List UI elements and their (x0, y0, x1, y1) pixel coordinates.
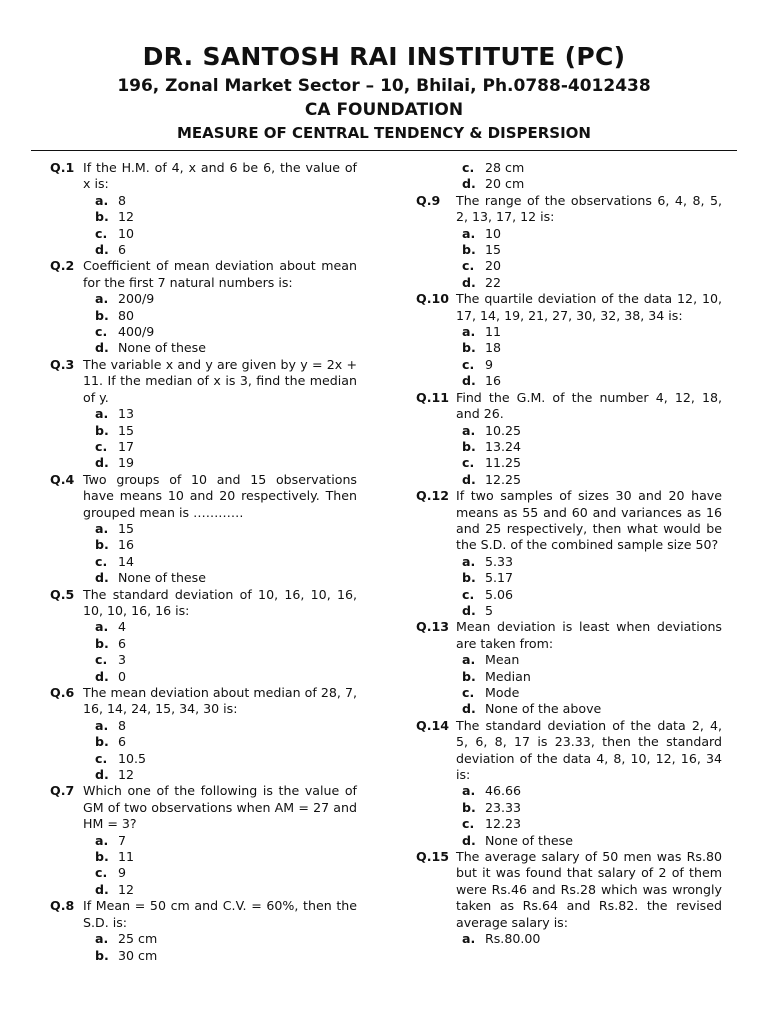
option-text: 16 (118, 537, 135, 553)
option-text: 12 (118, 767, 135, 783)
question-number: Q.7 (50, 783, 75, 799)
answer-option (50, 948, 357, 964)
header (0, 0, 768, 144)
option-letter: a. (95, 192, 109, 208)
option-text: 20 cm (485, 176, 525, 192)
answer-option (50, 226, 357, 242)
question-number: Q.11 (416, 389, 450, 405)
option-letter: c. (462, 816, 475, 832)
option-letter: d. (462, 274, 476, 290)
option-text: 14 (118, 553, 135, 569)
option-text: 15 (118, 422, 135, 438)
question-text: The standard deviation of 10, 16, 10, 16, 10, 10, 16, 16 is: (83, 586, 357, 618)
question-number: Q.5 (50, 586, 75, 602)
answer-option (50, 833, 357, 849)
answer-option (50, 865, 357, 881)
option-text: 12 (118, 881, 135, 897)
answer-option (416, 669, 722, 685)
question-text: If Mean = 50 cm and C.V. = 60%, then the S.D. is: (83, 898, 357, 930)
option-letter: c. (95, 750, 108, 766)
option-text: 9 (485, 356, 494, 372)
option-letter: b. (462, 340, 476, 356)
option-text: 25 cm (118, 931, 158, 947)
option-letter: d. (95, 668, 109, 684)
option-letter: c. (462, 685, 475, 700)
option-letter: d. (462, 701, 476, 717)
answer-option (416, 160, 722, 176)
option-text: 22 (485, 274, 502, 290)
institute-address: 196, Zonal Market Sector – 10, Bhilai, Ph.0788-4012438 (117, 76, 651, 96)
option-letter: b. (95, 422, 109, 438)
option-letter: b. (462, 242, 476, 258)
question-number: Q.1 (50, 160, 75, 175)
question-text: The mean deviation about median of 28, 7, 16, 14, 24, 15, 34, 30 is: (83, 685, 357, 717)
option-letter: d. (462, 602, 476, 618)
option-text: None of these (485, 832, 573, 848)
question-q7 (50, 783, 357, 832)
option-text: 5.33 (485, 553, 514, 569)
option-letter: b. (95, 947, 109, 963)
option-text: 12.25 (485, 471, 522, 487)
question-q8 (50, 898, 357, 931)
answer-option (416, 258, 722, 274)
option-letter: c. (462, 586, 475, 602)
answer-option (416, 439, 722, 455)
option-text: 17 (118, 438, 135, 454)
question-q15 (416, 849, 722, 931)
answer-option (50, 340, 357, 356)
option-text: None of the above (485, 701, 602, 717)
question-q6 (50, 685, 357, 718)
answer-option (416, 570, 722, 586)
answer-option (50, 636, 357, 652)
question-number: Q.8 (50, 898, 75, 914)
option-letter: c. (462, 455, 475, 471)
question-text: The variable x and y are given by y = 2x + 11. If the median of x is 3, find the median of y. (83, 356, 357, 405)
option-letter: a. (462, 422, 476, 438)
option-letter: d. (95, 455, 109, 471)
option-letter: c. (95, 652, 108, 668)
option-letter: a. (95, 619, 109, 635)
answer-option (50, 324, 357, 340)
option-text: None of these (118, 340, 206, 356)
answer-option (50, 734, 357, 750)
option-text: 13.24 (485, 438, 522, 454)
option-text: Median (485, 668, 531, 684)
question-text: The range of the observations 6, 4, 8, 5, 2, 13, 17, 12 is: (456, 192, 722, 225)
question-text: Coefficient of mean deviation about mean for the first 7 natural numbers is: (83, 258, 357, 290)
option-text: 9 (118, 865, 127, 881)
option-letter: b. (95, 307, 109, 323)
option-letter: c. (462, 356, 475, 372)
answer-option (50, 209, 357, 225)
option-text: 400/9 (118, 324, 155, 340)
answer-option (416, 357, 722, 373)
question-number: Q.13 (416, 619, 450, 635)
option-text: 3 (118, 652, 127, 668)
option-letter: d. (95, 570, 109, 586)
question-q2 (50, 258, 357, 291)
answer-option (416, 652, 722, 668)
question-number: Q.15 (416, 849, 450, 865)
answer-option (50, 455, 357, 471)
option-text: None of these (118, 570, 206, 586)
question-q5 (50, 587, 357, 620)
option-text: 200/9 (118, 291, 155, 307)
option-text: 10.5 (118, 750, 147, 766)
option-text: 30 cm (118, 947, 158, 963)
course-name: CA FOUNDATION (304, 100, 464, 120)
option-letter: a. (462, 225, 476, 241)
option-letter: a. (95, 520, 109, 536)
option-letter: c. (95, 324, 108, 340)
option-text: 12.23 (485, 816, 522, 832)
option-letter: d. (462, 373, 476, 389)
option-text: 7 (118, 832, 127, 848)
answer-option (416, 783, 722, 799)
option-letter: c. (462, 258, 475, 274)
option-letter: a. (462, 783, 476, 799)
option-text: 0 (118, 668, 127, 684)
option-text: 10.25 (485, 422, 522, 438)
question-number: Q.4 (50, 471, 75, 487)
answer-option (416, 455, 722, 471)
option-text: 15 (118, 520, 135, 536)
answer-option (416, 554, 722, 570)
question-text: Which one of the following is the value of GM of two observations when AM = 27 and HM = 3? (83, 783, 357, 832)
option-text: Mode (485, 685, 520, 700)
option-letter: c. (95, 865, 108, 881)
option-letter: c. (95, 553, 108, 569)
option-text: 13 (118, 406, 135, 422)
option-text: 19 (118, 455, 135, 471)
answer-option (50, 718, 357, 734)
question-q11 (416, 390, 722, 423)
answer-option (50, 669, 357, 685)
answer-option (416, 226, 722, 242)
question-text: Two groups of 10 and 15 observations have means 10 and 20 respectively. Then grouped mean is ………… (83, 471, 357, 520)
option-text: 46.66 (485, 783, 522, 799)
option-text: 4 (118, 619, 127, 635)
question-text: If two samples of sizes 30 and 20 have means as 55 and 60 and variances as 16 and 25 respectively, then what would be the S.D. of the combined sample size 50? (456, 488, 722, 553)
option-letter: d. (462, 176, 476, 192)
option-text: 8 (118, 717, 127, 733)
option-text: 20 (485, 258, 502, 274)
option-letter: b. (462, 438, 476, 454)
answer-option (416, 603, 722, 619)
answer-option (416, 931, 722, 947)
option-text: 15 (485, 242, 502, 258)
answer-option (416, 587, 722, 603)
option-text: 11 (485, 324, 502, 340)
question-text: Find the G.M. of the number 4, 12, 18, and 26. (456, 389, 722, 422)
question-number: Q.3 (50, 356, 75, 372)
institute-title: DR. SANTOSH RAI INSTITUTE (PC) (142, 42, 626, 71)
option-letter: d. (95, 340, 109, 356)
answer-option (50, 619, 357, 635)
option-letter: d. (462, 832, 476, 848)
question-number: Q.2 (50, 258, 75, 274)
answer-option (50, 193, 357, 209)
question-q12 (416, 488, 722, 554)
answer-option (50, 242, 357, 258)
option-text: Mean (485, 652, 520, 668)
option-text: 23.33 (485, 799, 522, 815)
option-letter: a. (95, 832, 109, 848)
option-text: 11 (118, 849, 135, 865)
answer-option (50, 554, 357, 570)
option-text: 5 (485, 602, 494, 618)
question-text: If the H.M. of 4, x and 6 be 6, the value of x is: (83, 160, 357, 192)
option-letter: a. (462, 553, 476, 569)
answer-option (50, 521, 357, 537)
answer-option (416, 816, 722, 832)
answer-option (416, 373, 722, 389)
question-q4 (50, 472, 357, 521)
question-q9 (416, 193, 722, 226)
option-letter: a. (462, 324, 476, 340)
option-letter: c. (95, 438, 108, 454)
answer-option (416, 701, 722, 717)
question-text: The average salary of 50 men was Rs.80 but it was found that salary of 2 of them were Rs.46 and Rs.28 which was wrongly taken as Rs.64 and Rs.82. the revised average salary is: (456, 849, 722, 930)
option-letter: a. (95, 291, 109, 307)
answer-option (50, 406, 357, 422)
answer-option (416, 176, 722, 192)
option-text: 6 (118, 734, 127, 750)
option-letter: a. (462, 652, 476, 668)
option-letter: b. (462, 570, 476, 586)
answer-option (50, 931, 357, 947)
option-letter: b. (462, 799, 476, 815)
option-letter: d. (95, 242, 109, 258)
option-text: 18 (485, 340, 502, 356)
answer-option (50, 882, 357, 898)
question-number: Q.12 (416, 488, 450, 504)
question-q14 (416, 718, 722, 784)
option-text: 5.17 (485, 570, 514, 586)
answer-option (416, 472, 722, 488)
option-letter: c. (95, 225, 108, 241)
option-letter: d. (462, 471, 476, 487)
answer-option (416, 275, 722, 291)
option-text: 5.06 (485, 586, 514, 602)
option-letter: b. (95, 734, 109, 750)
option-text: 80 (118, 307, 135, 323)
question-number: Q.10 (416, 291, 450, 307)
answer-option (50, 423, 357, 439)
topic-title: MEASURE OF CENTRAL TENDENCY & DISPERSION (177, 124, 591, 142)
answer-option (50, 308, 357, 324)
option-letter: b. (462, 668, 476, 684)
option-letter: b. (95, 635, 109, 651)
answer-option (50, 849, 357, 865)
answer-option (416, 800, 722, 816)
option-letter: a. (95, 406, 109, 422)
question-text: The quartile deviation of the data 12, 10, 17, 14, 19, 21, 27, 30, 32, 38, 34 is: (456, 291, 722, 323)
answer-option (416, 242, 722, 258)
option-text: 10 (485, 225, 502, 241)
answer-option (50, 291, 357, 307)
answer-option (50, 767, 357, 783)
option-letter: a. (95, 931, 109, 947)
answer-option (50, 652, 357, 668)
question-text: The standard deviation of the data 2, 4, 5, 6, 8, 17 is 23.33, then the standard deviation of the data 4, 8, 10, 12, 16, 34 is: (456, 717, 722, 783)
option-text: Rs.80.00 (485, 931, 541, 947)
option-letter: b. (95, 209, 109, 225)
option-text: 28 cm (485, 160, 525, 175)
option-letter: d. (95, 767, 109, 783)
answer-option (50, 537, 357, 553)
question-number: Q.6 (50, 685, 75, 700)
question-q1 (50, 160, 357, 193)
question-q3 (50, 357, 357, 406)
answer-option (50, 570, 357, 586)
option-text: 6 (118, 242, 127, 258)
option-text: 12 (118, 209, 135, 225)
option-text: 10 (118, 225, 135, 241)
question-text: Mean deviation is least when deviations are taken from: (456, 619, 722, 651)
answer-option (416, 423, 722, 439)
answer-option (416, 324, 722, 340)
header-divider (31, 150, 737, 151)
answer-option (416, 833, 722, 849)
option-letter: b. (95, 849, 109, 865)
left-question-column (50, 160, 357, 964)
answer-option (50, 439, 357, 455)
option-letter: b. (95, 537, 109, 553)
answer-option (416, 685, 722, 701)
option-text: 8 (118, 192, 127, 208)
answer-option (50, 751, 357, 767)
right-question-column (416, 160, 722, 948)
answer-option (416, 340, 722, 356)
option-letter: a. (95, 717, 109, 733)
question-q10 (416, 291, 722, 324)
question-q13 (416, 619, 722, 652)
option-text: 11.25 (485, 455, 522, 471)
option-letter: a. (462, 931, 476, 947)
question-number: Q.9 (416, 192, 441, 208)
option-letter: d. (95, 881, 109, 897)
option-text: 16 (485, 373, 502, 389)
option-letter: c. (462, 160, 475, 175)
question-number: Q.14 (416, 717, 450, 733)
option-text: 6 (118, 635, 127, 651)
